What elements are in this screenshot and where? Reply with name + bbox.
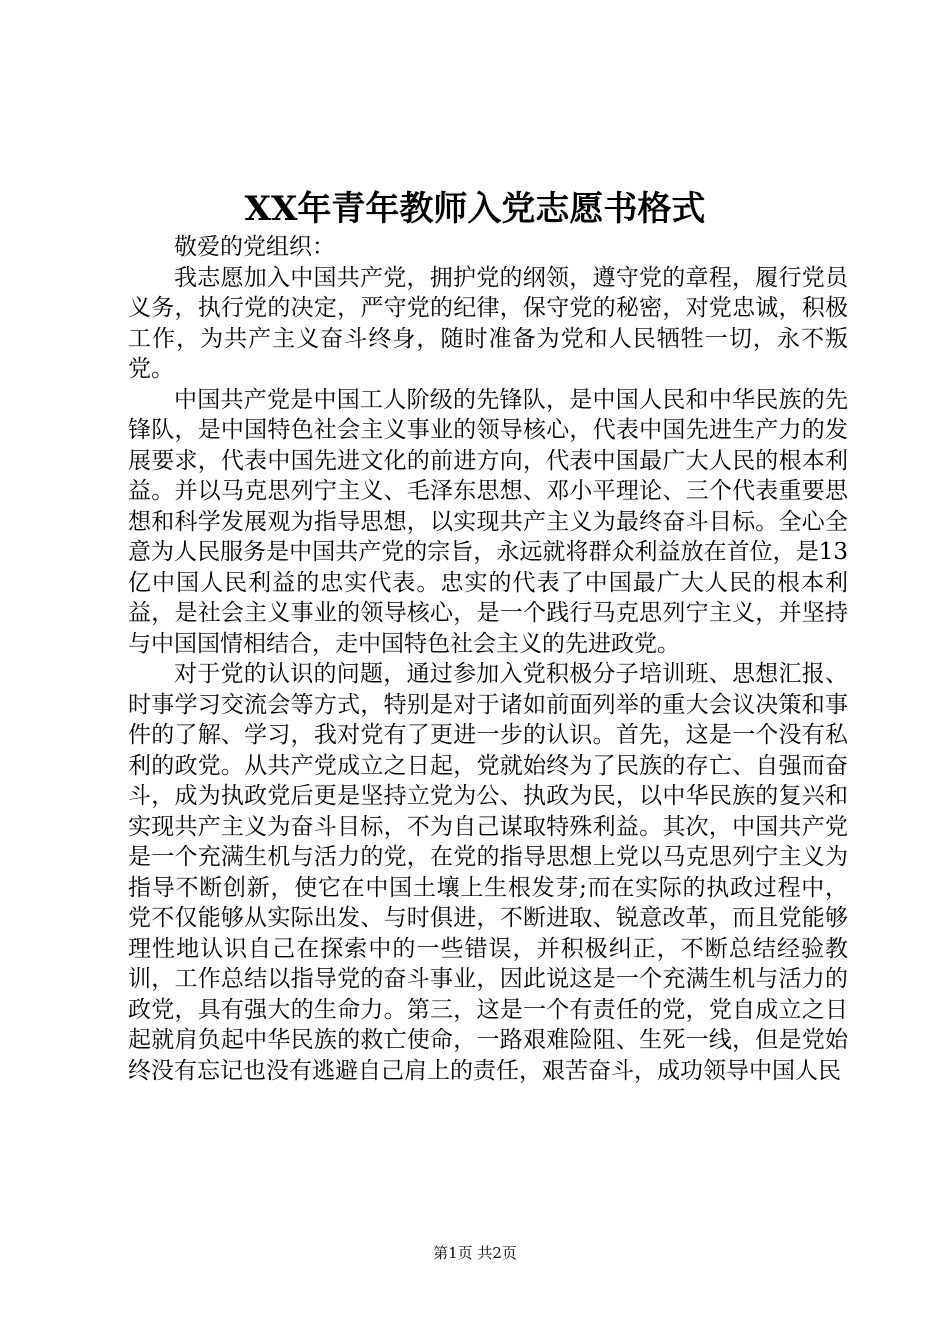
page-footer: 第1页 共2页 [433,1244,517,1262]
paragraph-2: 中国共产党是中国工人阶级的先锋队，是中国人民和中华民族的先锋队，是中国特色社会主义事业的领导核心，代表中国先进生产力的发展要求，代表中国先进文化的前进方向，代表中国最广大人民的根本利益。并以马克思列宁主义、毛泽东思想、邓小平理论、三个代表重要思想和科学发展观为指导思想，以实现共产主义为最终奋斗目标。全心全意为人民服务是中国共产党的宗旨，永远就将群众利益放在首位，是13亿中国人民利益的忠实代表。忠实的代表了中国最广大人民的根本利益，是社会主义事业的领导核心，是一个践行马克思列宁主义，并坚持与中国国情相结合，走中国特色社会主义的先进政党。 [128,386,848,657]
document-title: XX年青年教师入党志愿书格式 [244,189,706,229]
salutation: 敬爱的党组织： [174,234,335,260]
paragraph-3: 对于党的认识的问题，通过参加入党积极分子培训班、思想汇报、时事学习交流会等方式，特别是对于诸如前面列举的重大会议决策和事件的了解、学习，我对党有了更进一步的认识。首先，这是一个没有私利的政党。从共产党成立之日起，党就始终为了民族的存亡、自强而奋斗，成为执政党后更是坚持立党为公、执政为民，以中华民族的复兴和实现共产主义为奋斗目标，不为自己谋取特殊利益。其次，中国共产党是一个充满生机与活力的党，在党的指导思想上党以马克思列宁主义为指导不断创新，使它在中国土壤上生根发芽;而在实际的执政过程中，党不仅能够从实际出发、与时俱进，不断进取、锐意改革，而且党能够理性地认识自己在探索中的一些错误，并积极纠正，不断总结经验教训，工作总结以指导党的奋斗事业，因此说这是一个充满生机与活力的政党，具有强大的生命力。第三，这是一个有责任的党，党自成立之日起就肩负起中华民族的救亡使命，一路艰难险阻、生死一线，但是党始终没有忘记也没有逃避自己肩上的责任，艰苦奋斗，成功领导中国人民 [128,661,848,1084]
paragraph-1: 我志愿加入中国共产党，拥护党的纲领，遵守党的章程，履行党员义务，执行党的决定，严守党的纪律，保守党的秘密，对党忠诚，积极工作，为共产主义奋斗终身，随时准备为党和人民牺牲一切，永不叛党。 [128,264,848,382]
document-body [128,232,848,1086]
